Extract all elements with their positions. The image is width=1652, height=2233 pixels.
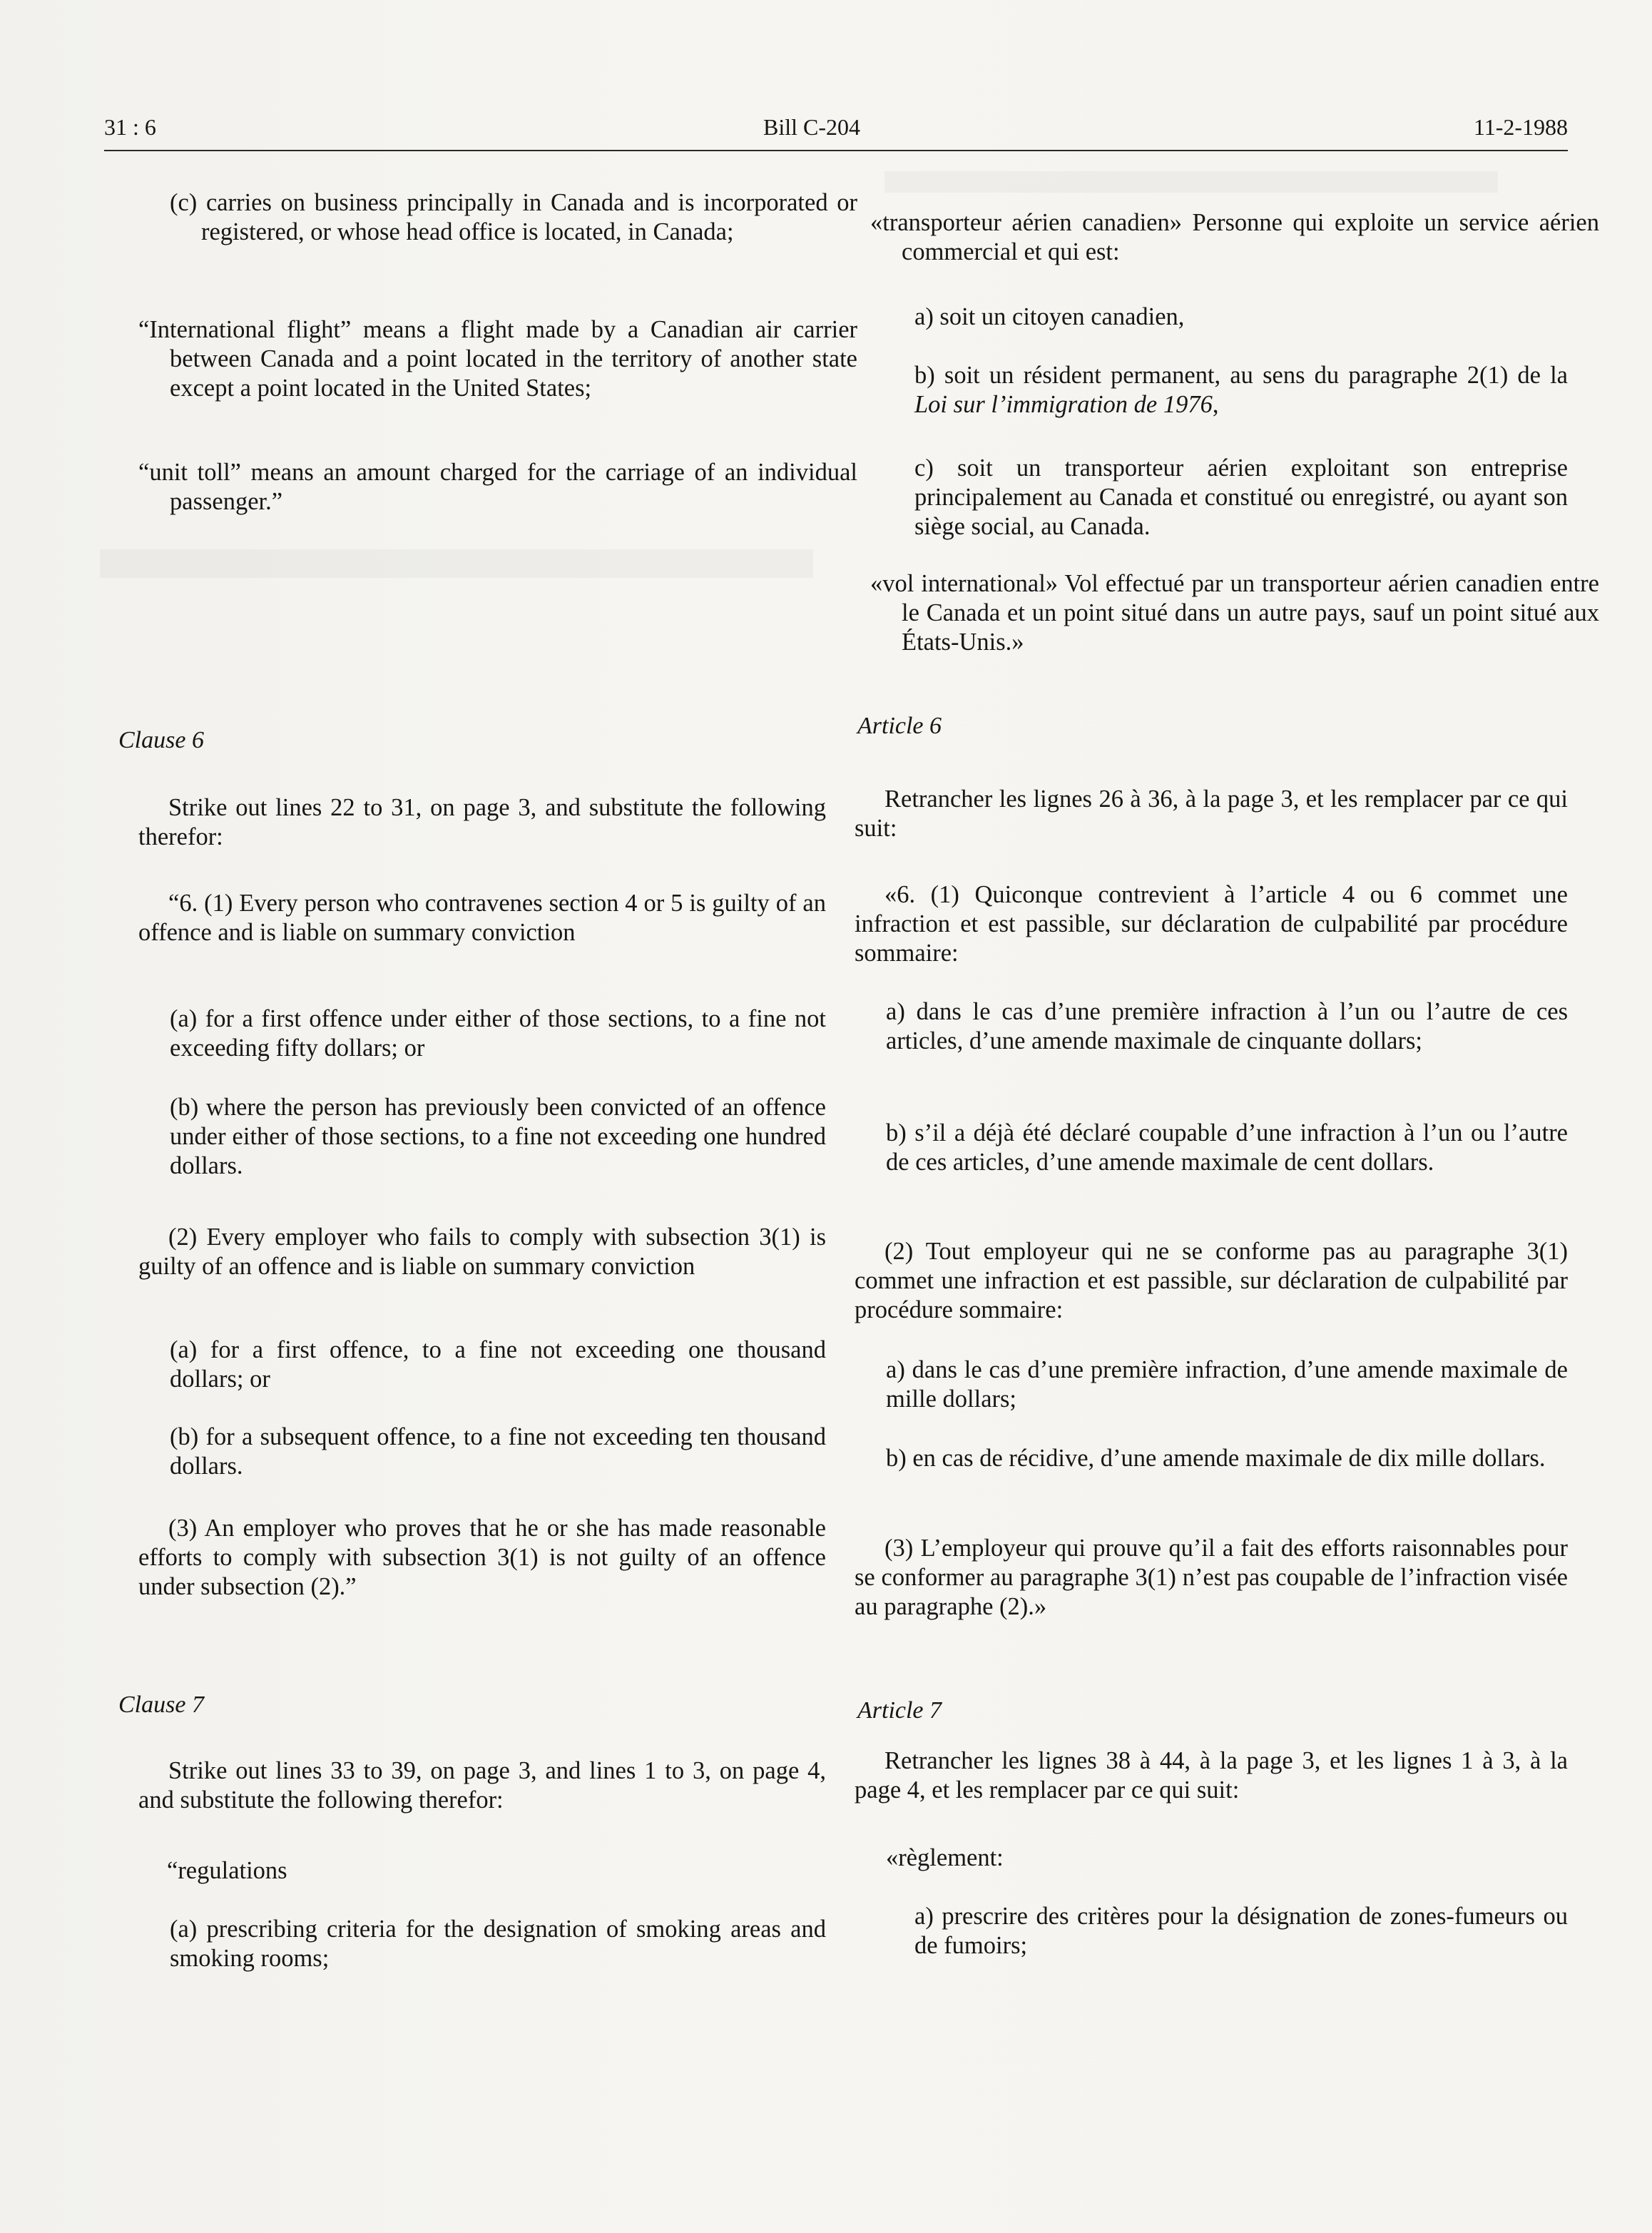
section-6-2-a: (a) for a first offence, to a fine not exceeding one thousand dollars; or xyxy=(170,1336,826,1393)
article-6-1-text: «6. (1) Quiconque contrevient à l’article 4 ou 6 commet une infraction et est passible, sur déclaration de culpabilité par procédure sommaire: xyxy=(855,881,1568,967)
article-6-2-text: (2) Tout employeur qui ne se conforme pas au paragraphe 3(1) commet une infraction et est passible, sur déclaration de culpabilité par procédure sommaire: xyxy=(855,1238,1568,1323)
regulations-a: (a) prescribing criteria for the designation of smoking areas and smoking rooms; xyxy=(170,1916,826,1972)
reglement-heading: «règlement: xyxy=(886,1844,1004,1871)
article-6-instruction: Retrancher les lignes 26 à 36, à la page 3, et les remplacer par ce qui suit: xyxy=(855,785,1568,842)
definition-transporteur: «transporteur aérien canadien» Personne qui exploite un service aérien commercial et qui est: xyxy=(870,209,1599,265)
clause-7-heading: Clause 7 xyxy=(118,1692,204,1718)
clause-6-instruction: Strike out lines 22 to 31, on page 3, and substitute the following therefor: xyxy=(138,794,826,850)
article-6-heading: Article 6 xyxy=(857,713,942,739)
section-6-1-a: (a) for a first offence under either of those sections, to a fine not exceeding fifty dollars; or xyxy=(170,1005,826,1062)
header-date: 11-2-1988 xyxy=(1473,114,1568,140)
clause-6-heading: Clause 6 xyxy=(118,727,204,753)
reglement-a: a) prescrire des critères pour la désignation de zones-fumeurs ou de fumoirs; xyxy=(914,1903,1568,1959)
clause-7-instruction: Strike out lines 33 to 39, on page 3, and lines 1 to 3, on page 4, and substitute the following therefor: xyxy=(138,1757,826,1814)
article-6-1-a: a) dans le cas d’une première infraction à l’un ou l’autre de ces articles, d’une amende maximale de cinquante dollars; xyxy=(886,998,1568,1054)
regulations-heading: “regulations xyxy=(167,1857,287,1884)
act-title-italic: Loi sur l’immigration de 1976 xyxy=(914,391,1213,418)
section-6-1-text: “6. (1) Every person who contravenes section 4 or 5 is guilty of an offence and is liable on summary conviction xyxy=(138,890,826,946)
definition-alinea-a: a) soit un citoyen canadien, xyxy=(914,303,1185,330)
bleed-through-mark xyxy=(884,171,1498,193)
page-header xyxy=(104,107,1568,151)
section-6-2-text: (2) Every employer who fails to comply with subsection 3(1) is guilty of an offence and is liable on summary conviction xyxy=(138,1224,826,1280)
definition-alinea-c: c) soit un transporteur aérien exploitant son entreprise principalement au Canada et constitué ou enregistré, ou ayant son siège social, au Canada. xyxy=(914,454,1568,540)
section-6-3-text: (3) An employer who proves that he or she has made reasonable efforts to comply with subsection 3(1) is not guilty of an offence under subsection (2).” xyxy=(138,1515,826,1600)
article-6-2-b: b) en cas de récidive, d’une amende maximale de dix mille dollars. xyxy=(886,1445,1546,1472)
page-reference: 31 : 6 xyxy=(104,114,156,140)
definition-unit-toll: “unit toll” means an amount charged for the carriage of an individual passenger.” xyxy=(138,459,857,515)
article-6-1-b: b) s’il a déjà été déclaré coupable d’une infraction à l’un ou l’autre de ces articles, d’une amende maximale de cent dollars. xyxy=(886,1119,1568,1176)
definition-alinea-b: b) soit un résident permanent, au sens du paragraphe 2(1) de la Loi sur l’immigration de 1976, xyxy=(914,362,1568,418)
definition-paragraph-c: (c) carries on business principally in Canada and is incorporated or registered, or whose head office is located, in Canada; xyxy=(170,189,857,245)
definition-international-flight: “International flight” means a flight made by a Canadian air carrier between Canada and a point located in the territory of another state except a point located in the United States; xyxy=(138,316,857,402)
bleed-through-mark xyxy=(100,549,813,578)
article-7-instruction: Retrancher les lignes 38 à 44, à la page 3, et les lignes 1 à 3, à la page 4, et les remplacer par ce qui suit: xyxy=(855,1747,1568,1804)
article-7-heading: Article 7 xyxy=(857,1697,942,1724)
section-6-1-b: (b) where the person has previously been convicted of an offence under either of those sections, to a fine not exceeding one hundred dollars. xyxy=(170,1094,826,1179)
definition-vol-international: «vol international» Vol effectué par un transporteur aérien canadien entre le Canada et un point situé dans un autre pays, sauf un point situé aux États-Unis.» xyxy=(870,570,1599,656)
bill-number: Bill C-204 xyxy=(763,114,861,140)
article-6-3-text: (3) L’employeur qui prouve qu’il a fait des efforts raisonnables pour se conformer au paragraphe 3(1) n’est pas coupable de l’infraction visée au paragraphe (2).» xyxy=(855,1535,1568,1620)
article-6-2-a: a) dans le cas d’une première infraction, d’une amende maximale de mille dollars; xyxy=(886,1356,1568,1413)
section-6-2-b: (b) for a subsequent offence, to a fine not exceeding ten thousand dollars. xyxy=(170,1423,826,1480)
